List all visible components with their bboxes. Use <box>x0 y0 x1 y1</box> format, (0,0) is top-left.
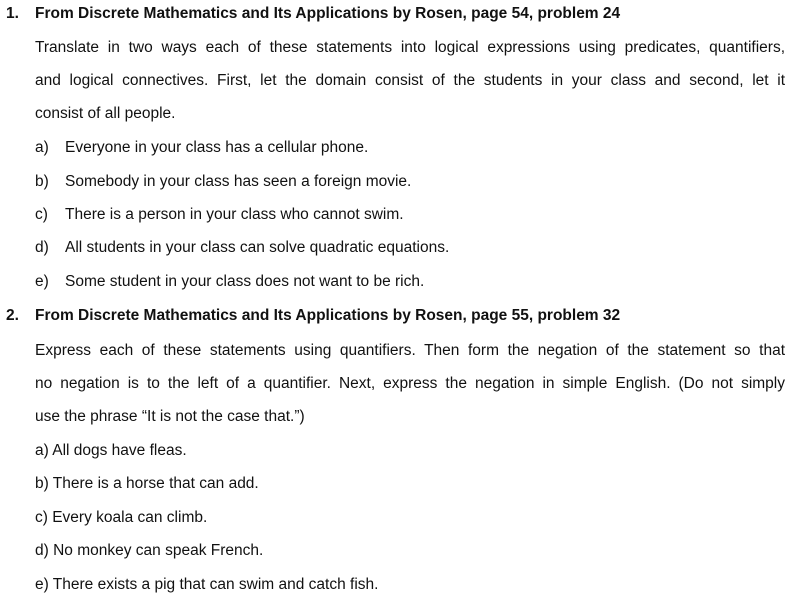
problem-1-item-a <box>35 138 368 158</box>
item-text: Somebody in your class has seen a foreign movie. <box>65 173 412 190</box>
problem-2-intro-line-3: use the phrase “It is not the case that.”) <box>35 408 305 425</box>
problem-1-item-d <box>35 238 449 258</box>
problem-1-number: 1. <box>6 5 19 22</box>
item-text: All students in your class can solve quadratic equations. <box>65 239 450 256</box>
problem-2-item-e: e) There exists a pig that can swim and catch fish. <box>35 576 379 593</box>
item-text: Some student in your class does not want to be rich. <box>65 273 425 290</box>
problem-2-item-d: d) No monkey can speak French. <box>35 542 264 559</box>
item-marker: c) <box>35 206 48 223</box>
problem-1-item-b <box>35 172 411 192</box>
problem-1-intro-line-3: consist of all people. <box>35 105 176 122</box>
problem-1-title: From Discrete Mathematics and Its Applications by Rosen, page 54, problem 24 <box>35 5 621 22</box>
problem-2-intro-line-1: Express each of these statements using quantifiers. Then form the negation of the statement so that <box>35 342 785 359</box>
problem-1-item-e <box>35 272 424 292</box>
item-marker: d) <box>35 239 49 256</box>
problem-1-intro-line-2: and logical connectives. First, let the domain consist of the students in your class and second, let it <box>35 72 785 89</box>
item-marker: a) <box>35 139 49 156</box>
item-marker: b) <box>35 173 49 190</box>
problem-2-item-a: a) All dogs have fleas. <box>35 442 187 459</box>
problem-2-item-c: c) Every koala can climb. <box>35 509 208 526</box>
item-text: Everyone in your class has a cellular phone. <box>65 139 369 156</box>
problem-1-item-c <box>35 205 404 225</box>
item-text: There is a person in your class who cannot swim. <box>65 206 404 223</box>
problem-2-number: 2. <box>6 307 19 324</box>
problem-2-item-b: b) There is a horse that can add. <box>35 475 259 492</box>
problem-2-intro-line-2: no negation is to the left of a quantifier. Next, express the negation in simple English. (Do not simply <box>35 375 785 392</box>
problem-1-intro-line-1: Translate in two ways each of these statements into logical expressions using predicates, quantifiers, <box>35 39 785 56</box>
item-marker: e) <box>35 273 49 290</box>
problem-2-title: From Discrete Mathematics and Its Applications by Rosen, page 55, problem 32 <box>35 307 621 324</box>
